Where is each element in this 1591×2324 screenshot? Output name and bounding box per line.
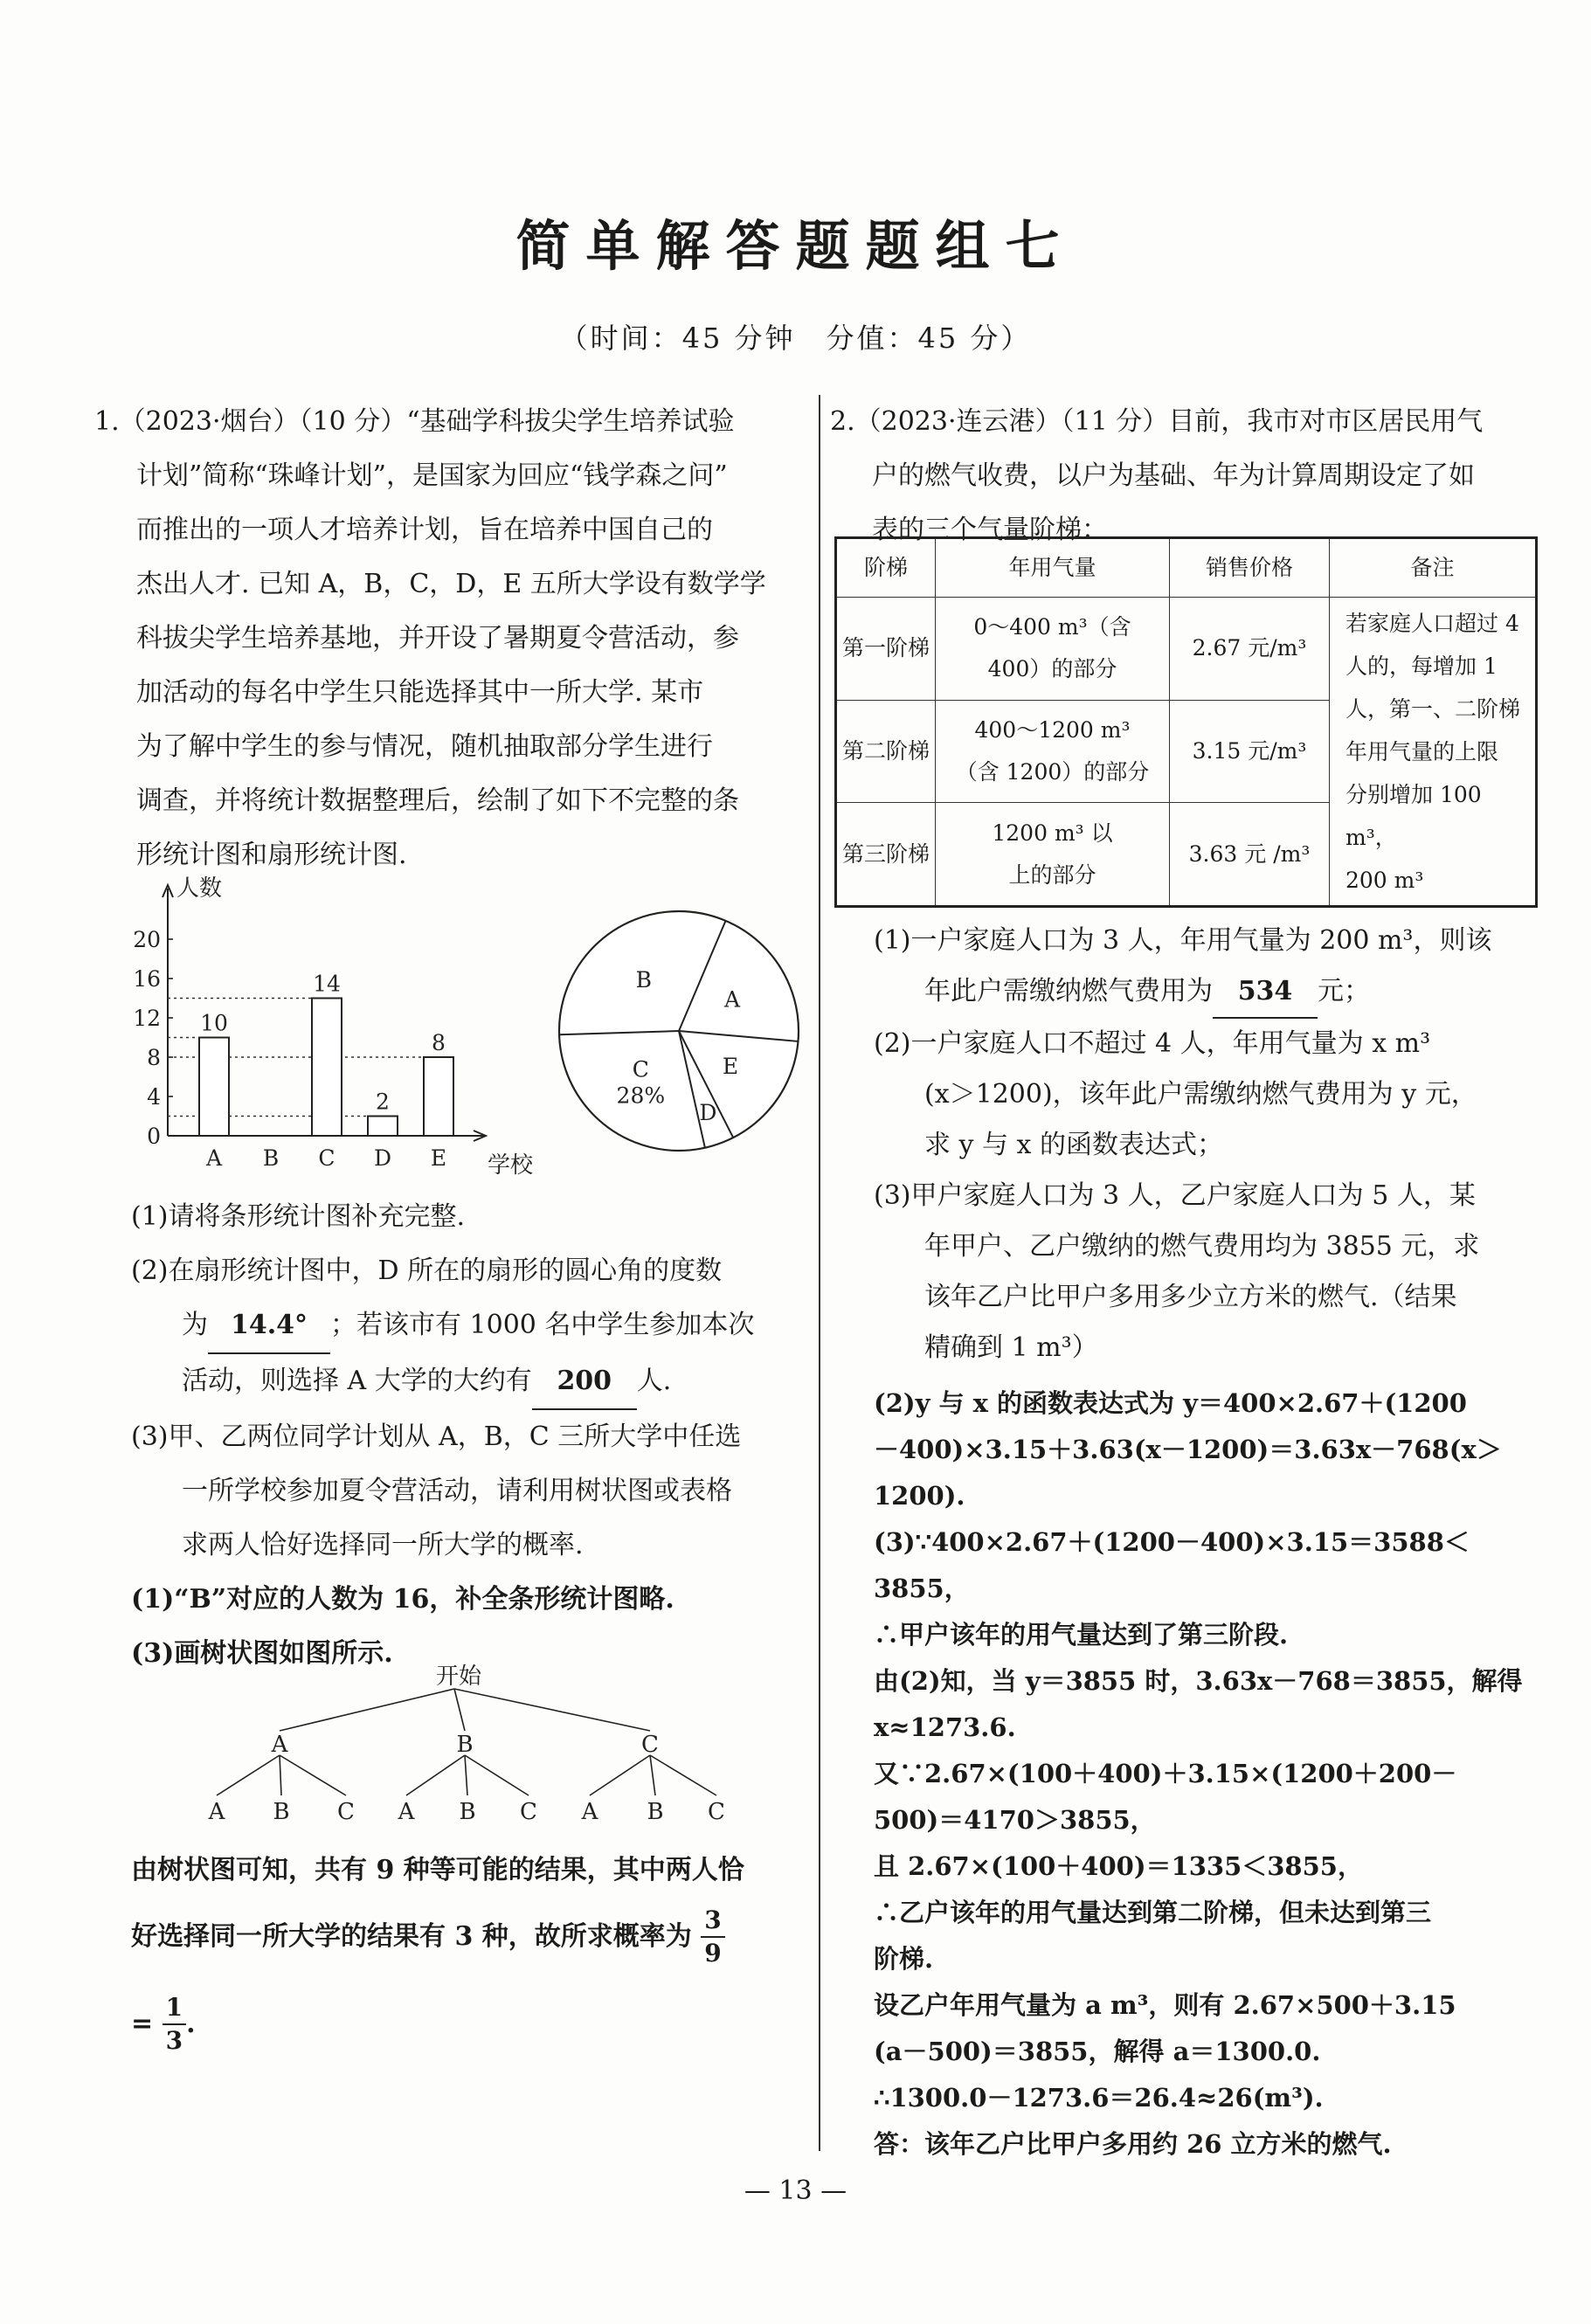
q1-line: 杰出人才. 已知 A，B，C，D，E 五所大学设有数学学 [136, 569, 766, 599]
q2-answer-fee: 534 [1213, 966, 1318, 1019]
tree-leaf: A [398, 1799, 415, 1825]
q1-statement [94, 395, 811, 882]
y-tick-label: 16 [133, 966, 161, 992]
q1-line: 计划”简称“珠峰计划”，是国家为回应“钱学森之问” [136, 460, 728, 491]
q2-solution-line: －400)×3.15＋3.63(x－1200)＝3.63x－768(x＞ [874, 1435, 1502, 1464]
q2-solution-line: ∴乙户该年的用气量达到第二阶梯，但未达到第三 [874, 1898, 1432, 1927]
pie-slice-label: B [635, 967, 652, 993]
column-divider [819, 395, 820, 2151]
q2-solution-line: x≈1273.6. [874, 1712, 1016, 1742]
bar [368, 1117, 398, 1137]
q2-solution-line: 由(2)知，当 y＝3855 时，3.63x－768＝3855，解得 [874, 1666, 1523, 1696]
table-header: 年用气量 [936, 538, 1170, 598]
pie-slice-percent: 28% [616, 1082, 666, 1109]
q1-line: 科拔尖学生培养基地，并开设了暑期夏令营活动，参 [136, 623, 739, 654]
q2-solution-line: ∴甲户该年的用气量达到了第三阶段. [874, 1620, 1289, 1650]
tree-node: B [456, 1732, 474, 1758]
q1-answer-count: 200 [532, 1354, 637, 1410]
q1-solution-1: (1)“B”对应的人数为 16，补全条形统计图略. [131, 1584, 674, 1615]
y-tick-label: 0 [147, 1124, 161, 1149]
x-tick-label: E [430, 1145, 447, 1171]
q1-line: 调查，并将统计数据整理后，绘制了如下不完整的条 [136, 785, 739, 816]
x-tick-label: A [205, 1145, 223, 1171]
x-tick-label: D [373, 1145, 392, 1171]
table-header-row [836, 538, 1537, 598]
table-cell: 1200 m³ 以 上的部分 [936, 803, 1170, 907]
table-cell: 2.67 元/m³ [1170, 598, 1330, 701]
q1-sub3-line: 一所学校参加夏令营活动，请利用树状图或表格 [182, 1476, 732, 1506]
q2-sub2-line: (2)一户家庭人口不超过 4 人，年用气量为 x m³ [874, 1028, 1431, 1059]
tree-node: C [641, 1732, 659, 1758]
table-note-cell: 若家庭人口超过 4 人的，每增加 1 人，第一、二阶梯 年用气量的上限 分别增加 100 m³， 200 m³ [1330, 598, 1537, 907]
q1-answer-angle: 14.4° [208, 1298, 330, 1354]
x-tick-label: C [318, 1145, 335, 1171]
pie-chart [552, 900, 814, 1162]
q2-solution [874, 1380, 1555, 2168]
table-cell: 0～400 m³（含 400）的部分 [936, 598, 1170, 701]
q2-solution-line: 答：该年乙户比甲户多用约 26 立方米的燃气. [874, 2129, 1392, 2159]
y-tick-label: 20 [133, 927, 161, 952]
pie-slice-label: C [632, 1056, 649, 1082]
pie-slice-label: A [724, 986, 741, 1013]
page-number: — 13 — [744, 2175, 847, 2206]
table-cell: 400～1200 m³ （含 1200）的部分 [936, 700, 1170, 803]
table-cell: 3.15 元/m³ [1170, 700, 1330, 803]
q2-subquestions [874, 916, 1555, 1373]
bar-value-label: 8 [432, 1030, 446, 1055]
q1-line: 形统计图和扇形统计图. [136, 840, 407, 870]
q2-solution-line: 又∵2.67×(100＋400)＋3.15×(1200＋200－ [874, 1759, 1457, 1788]
bar [312, 999, 342, 1137]
q2-solution-line: 1200). [874, 1481, 965, 1511]
page-title: 简单解答题题组七 [515, 214, 1076, 278]
table-header: 备注 [1330, 538, 1537, 598]
q2-line: 2.（2023·连云港）（11 分）目前，我市对市区居民用气 [830, 406, 1484, 437]
page-subtitle: （时间：45 分钟 分值：45 分） [559, 322, 1032, 355]
bar-chart [122, 869, 568, 1179]
table-header: 阶梯 [836, 538, 936, 598]
q2-line: 表的三个气量阶梯： [872, 515, 1108, 545]
gas-tier-table [834, 536, 1538, 908]
q2-sub3-line: (3)甲户家庭人口为 3 人，乙户家庭人口为 5 人，某 [874, 1180, 1476, 1211]
q2-solution-line: 阶梯. [874, 1944, 934, 1974]
table-cell: 3.63 元 /m³ [1170, 803, 1330, 907]
tree-diagram [192, 1664, 751, 1839]
y-tick-label: 12 [133, 1006, 161, 1031]
table-row [836, 598, 1537, 701]
table-cell: 第二阶梯 [836, 700, 936, 803]
q2-sub3-line: 年甲户、乙户缴纳的燃气费用均为 3855 元，求 [924, 1231, 1480, 1262]
tree-leaf: C [708, 1799, 725, 1825]
q1-line: 而推出的一项人才培养计划，旨在培养中国自己的 [136, 515, 713, 545]
bar-value-label: 2 [376, 1089, 390, 1115]
fraction: $\frac{3}{9}$ [701, 1905, 724, 1969]
bar-value-label: 14 [313, 971, 341, 997]
q2-sub2-line: (x＞1200)，该年此户需缴纳燃气费用为 y 元， [924, 1079, 1477, 1110]
tree-leaf: C [337, 1799, 355, 1825]
tree-leaf: C [520, 1799, 537, 1825]
q1-sub2-line: 活动，则选择 A 大学的大约有 200 人. [131, 1354, 813, 1410]
tree-leaf: B [647, 1799, 664, 1825]
q2-solution-line: 3855， [874, 1574, 970, 1603]
q1-line: 1.（2023·烟台）（10 分）“基础学科拔尖学生培养试验 [94, 406, 735, 437]
q2-sub3-line: 精确到 1 m³） [924, 1332, 1098, 1363]
q2-solution-line: 设乙户年用气量为 a m³，则有 2.67×500＋3.15 [874, 1990, 1456, 2020]
q1-solution-3: (3)画树状图如图所示. [131, 1638, 393, 1669]
q1-solution-line: 由树状图可知，共有 9 种等可能的结果，其中两人恰 [131, 1855, 744, 1885]
tree-leaf: B [273, 1799, 290, 1825]
q1-sub2-line: 为 14.4° ；若该市有 1000 名中学生参加本次 [131, 1298, 813, 1354]
q2-statement [830, 395, 1546, 557]
q2-solution-line: (3)∵400×2.67＋(1200－400)×3.15＝3588＜ [874, 1527, 1470, 1557]
q1-sub3-line: 求两人恰好选择同一所大学的概率. [182, 1530, 584, 1560]
q1-subquestions [131, 1190, 813, 1681]
q1-sub2-line: (2)在扇形统计图中，D 所在的扇形的圆心角的度数 [131, 1255, 723, 1286]
q2-solution-line: (2)y 与 x 的函数表达式为 y＝400×2.67＋(1200 [874, 1388, 1467, 1418]
tree-leaf: A [581, 1799, 598, 1825]
bar [199, 1038, 229, 1137]
tree-leaf: A [208, 1799, 225, 1825]
tree-root: 开始 [435, 1664, 482, 1690]
fraction: $\frac{1}{3}$ [163, 1992, 186, 2057]
q2-sub1-line: (1)一户家庭人口为 3 人，年用气量为 200 m³，则该 [874, 925, 1492, 956]
y-tick-label: 4 [147, 1084, 161, 1110]
tree-leaf: B [459, 1799, 476, 1825]
q2-line: 户的燃气收费，以户为基础、年为计算周期设定了如 [872, 460, 1475, 491]
x-axis-label: 学校 [488, 1152, 534, 1179]
q1-solution-line: = $\frac{1}{3}$ . [131, 1993, 196, 2055]
q1-sub1: (1)请将条形统计图补充完整. [131, 1201, 466, 1232]
q2-sub1-line: 年此户需缴纳燃气费用为 534 元； [874, 966, 1555, 1019]
q2-solution-line: (a－500)＝3855，解得 a＝1300.0. [874, 2037, 1321, 2066]
pie-slice-label: E [722, 1053, 739, 1079]
q2-solution-line: 且 2.67×(100＋400)＝1335＜3855， [874, 1851, 1363, 1881]
bar [424, 1057, 453, 1136]
q2-sub3-line: 该年乙户比甲户多用多少立方米的燃气.（结果 [924, 1282, 1457, 1312]
q2-solution-line: ∴1300.0－1273.6＝26.4≈26(m³). [874, 2083, 1324, 2113]
table-header: 销售价格 [1170, 538, 1330, 598]
q2-sub2-line: 求 y 与 x 的函数表达式； [924, 1130, 1224, 1160]
pie-slice-label: D [699, 1099, 717, 1125]
y-axis-label: 人数 [176, 875, 223, 902]
tree-node: A [271, 1732, 288, 1758]
q1-solution-line: 好选择同一所大学的结果有 3 种，故所求概率为 $\frac{3}{9}$ [131, 1905, 725, 1969]
y-tick-label: 8 [147, 1045, 161, 1070]
q1-line: 为了解中学生的参与情况，随机抽取部分学生进行 [136, 731, 713, 762]
q1-sub3-line: (3)甲、乙两位同学计划从 A，B，C 三所大学中任选 [131, 1421, 742, 1452]
x-tick-label: B [262, 1145, 280, 1171]
q1-line: 加活动的每名中学生只能选择其中一所大学. 某市 [136, 677, 704, 708]
q1-solution-text [131, 1843, 813, 1898]
bar-value-label: 10 [200, 1010, 228, 1036]
q2-solution-line: 500)＝4170＞3855， [874, 1805, 1156, 1835]
table-cell: 第一阶梯 [836, 598, 936, 701]
table-cell: 第三阶梯 [836, 803, 936, 907]
